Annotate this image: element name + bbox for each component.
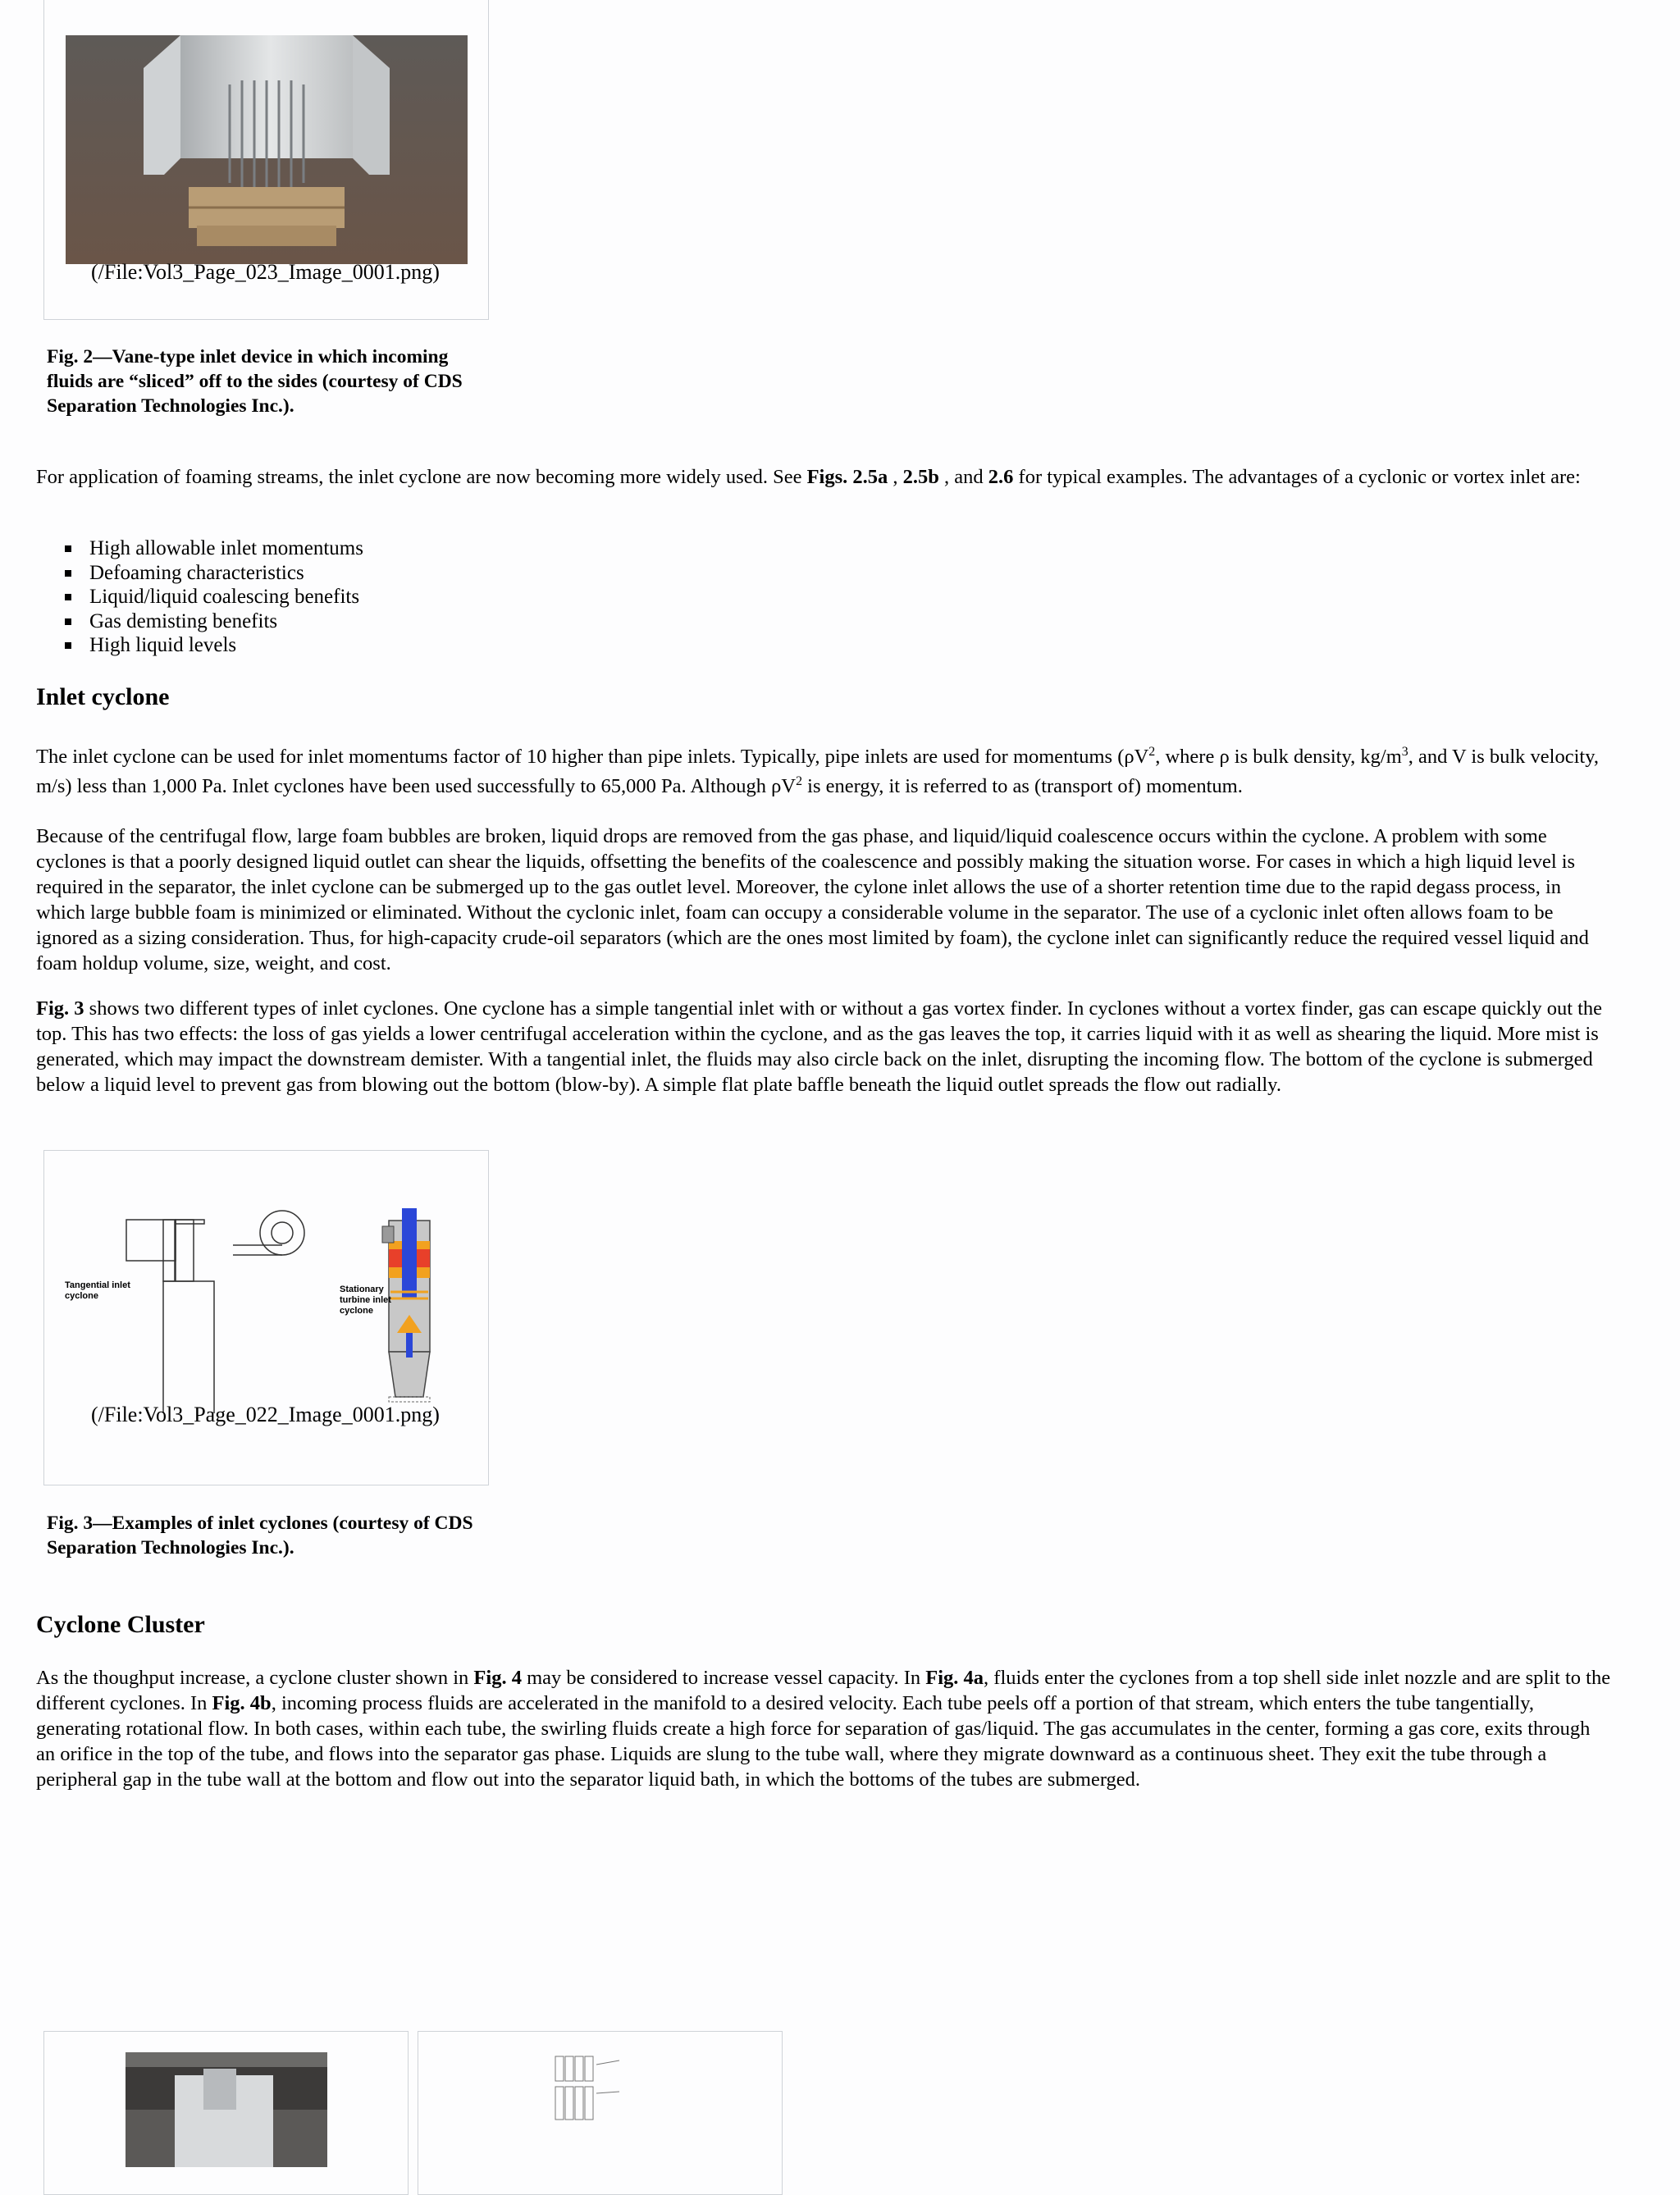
cyclone-tubes-drawing <box>554 2052 652 2134</box>
cyclone-cluster-paragraph: As the thoughput increase, a cyclone cluster shown in Fig. 4 may be considered to increase vessel capacity. In Fig. 4a, fluids enter the cyclones from a top shell side inlet nozzle and are split to the different cyclones. In Fig. 4b, incoming process fluids are accelerated in the manifold to a desired velocity. Each tube peels off a portion of that stream, which enters the tube tangentially, generating rotational flow. In both cases, within each tube, the swirling fluids create a high force for separation of gas/liquid. The gas accumulates in the center, forming a gas core, exits through an orifice in the top of the tube, and flows into the separator gas phase. Liquids are slung to the tube wall, where they migrate downward as a continuous sheet. They exit the tube through a peripheral gap in the tube wall at the bottom and flow out into the separator liquid bath, in which the bottoms of the tubes are submerged. <box>36 1667 1611 1791</box>
inlet-cyclone-paragraph-3: Fig. 3 shows two different types of inlet cyclones. One cyclone has a simple tangential inlet with or without a gas vortex finder. In cyclones without a vortex finder, gas can escape quickly out the top. This has two effects: the loss of gas yields a lower centrifugal acceleration within the cyclone, and as the gas leaves the top, it carries liquid with it as well as shearing the liquid. More mist is generated, which may impact the downstream demister. With a tangential inlet, the fluids may also circle back on the inlet, disrupting the incoming flow. The bottom of the cyclone is submerged below a liquid level to prevent gas from blowing out the bottom (blow-by). A simple flat plate baffle beneath the liquid outlet spreads the flow out radially. <box>36 997 1603 1096</box>
list-item: Gas demisting benefits <box>36 609 363 634</box>
stationary-turbine-label: Stationary turbine inlet cyclone <box>340 1285 391 1316</box>
list-item: Liquid/liquid coalescing benefits <box>36 585 363 609</box>
fig-link-4[interactable]: Fig. 4 <box>473 1667 522 1689</box>
fig-link-2-5b[interactable]: 2.5b <box>902 466 939 488</box>
list-item: Defoaming characteristics <box>36 561 363 586</box>
list-item: High liquid levels <box>36 633 363 658</box>
fig2-file-label[interactable]: (/File:Vol3_Page_023_Image_0001.png) <box>91 260 440 284</box>
advantages-list <box>36 536 363 658</box>
section-heading-cyclone-cluster: Cyclone Cluster <box>36 1611 205 1638</box>
fig3-thumbnail-frame[interactable] <box>43 1150 489 1485</box>
vane-inlet-device-photo <box>66 35 468 264</box>
inlet-cyclone-paragraph-1: The inlet cyclone can be used for inlet momentums factor of 10 higher than pipe inlets. Typically, pipe inlets are used for momentums ($\rho V^2$, where ρ is bulk density, $kg/m^3$, and V is bulk velocity, m/s) less than 1,000 Pa. Inlet cyclones have been used successfully to 65,000 Pa. Although $\rho V^2$ is energy, it is referred to as (transport of) momentum. <box>36 744 1600 797</box>
fig2-caption: Fig. 2—Vane-type inlet device in which incoming fluids are “sliced” off to the sides (courtesy of CDS Separation Technologies Inc.). <box>47 346 463 417</box>
intro-paragraph: For application of foaming streams, the inlet cyclone are now becoming more widely used. See Figs. 2.5a , 2.5b , and 2.6 for typical examples. The advantages of a cyclonic or vortex inlet are: <box>36 466 1581 488</box>
fig-link-4a[interactable]: Fig. 4a <box>925 1667 984 1689</box>
fig4b-thumbnail-frame[interactable] <box>418 2031 783 2195</box>
fig-link-3[interactable]: Fig. 3 <box>36 997 84 1020</box>
fig-link-2-5a[interactable]: Figs. 2.5a <box>806 466 888 488</box>
inlet-cyclone-paragraph-2: Because of the centrifugal flow, large foam bubbles are broken, liquid drops are removed from the gas phase, and liquid/liquid coalescence occurs within the cyclone. A problem with some cyclones is that a poorly designed liquid outlet can shear the liquids, offsetting the benefits of the coalescence and possibly making the situation worse. For cases in which a high liquid level is required in the separator, the inlet cyclone can be submerged up to the gas outlet level. Moreover, the cylone inlet allows the use of a shorter retention time due to the rapid degass process, in which large bubble foam is minimized or eliminated. Without the cyclonic inlet, foam can occupy a considerable volume in the separator. The use of a cyclonic inlet often allows foam to be ignored as a sizing consideration. Thus, for high-capacity crude-oil separators (which are the ones most limited by foam), the cyclone inlet can significantly reduce the required vessel liquid and foam holdup volume, size, weight, and cost. <box>36 825 1589 974</box>
tangential-inlet-label: Tangential inlet cyclone <box>65 1280 130 1301</box>
fig4a-thumbnail-frame[interactable] <box>43 2031 409 2195</box>
fig3-file-label[interactable]: (/File:Vol3_Page_022_Image_0001.png) <box>91 1403 440 1426</box>
fig-link-2-6[interactable]: 2.6 <box>988 466 1014 488</box>
cyclone-cluster-photo <box>126 2052 327 2167</box>
fig-link-4b[interactable]: Fig. 4b <box>212 1692 272 1714</box>
section-heading-inlet-cyclone: Inlet cyclone <box>36 683 170 710</box>
fig2-thumbnail-frame[interactable] <box>43 0 489 320</box>
list-item: High allowable inlet momentums <box>36 536 363 561</box>
fig3-caption: Fig. 3—Examples of inlet cyclones (courtesy of CDS Separation Technologies Inc.). <box>47 1513 473 1558</box>
